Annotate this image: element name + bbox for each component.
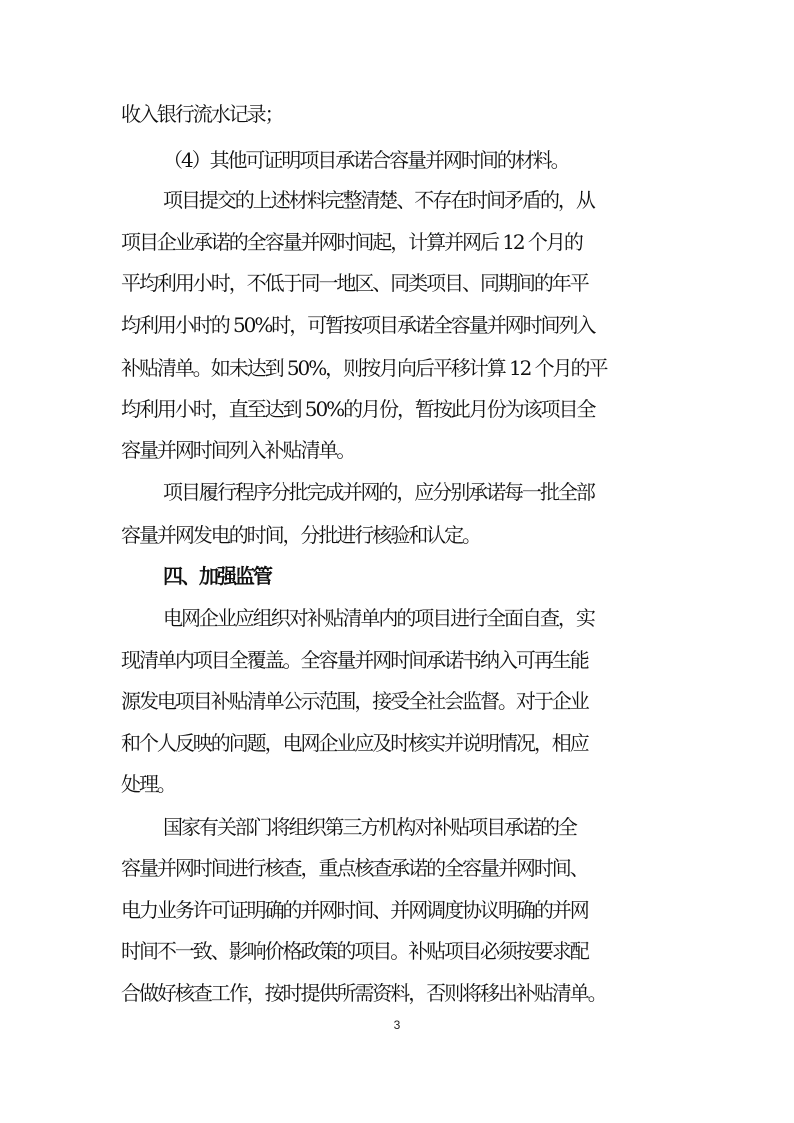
section-heading: 四、加强监管 <box>163 564 271 588</box>
text-line: 电网企业应组织对补贴清单内的项目进行全面自查，实 <box>163 606 594 630</box>
text-line: 补贴清单。如未达到 50%，则按月向后平移计算 12 个月的平 <box>121 356 607 380</box>
text-line: 和个人反映的问题，电网企业应及时核实并说明情况，相应 <box>121 731 588 755</box>
text-line: 容量并网时间进行核查，重点核查承诺的全容量并网时间、 <box>121 856 588 880</box>
text-line: 电力业务许可证明确的并网时间、并网调度协议明确的并网 <box>121 898 588 922</box>
text-line: 容量并网发电的时间，分批进行核验和认定。 <box>121 523 480 547</box>
text-line: （4）其他可证明项目承诺合容量并网时间的材料。 <box>163 148 569 172</box>
text-line: 项目履行程序分批完成并网的，应分别承诺每一批全部 <box>163 480 594 504</box>
text-line: 项目提交的上述材料完整清楚、不存在时间矛盾的，从 <box>163 188 594 212</box>
text-line: 合做好核查工作，按时提供所需资料，否则将移出补贴清单。 <box>121 981 606 1005</box>
text-line: 收入银行流水记录； <box>121 102 283 126</box>
text-line: 时间不一致、影响价格政策的项目。补贴项目必须按要求配 <box>121 939 588 963</box>
text-line: 均利用小时的 50%时，可暂按项目承诺全容量并网时间列入 <box>121 313 595 337</box>
text-line: 平均利用小时，不低于同一地区、同类项目、同期间的年平 <box>121 271 588 295</box>
text-line: 源发电项目补贴清单公示范围，接受全社会监督。对于企业 <box>121 689 588 713</box>
text-line: 项目企业承诺的全容量并网时间起，计算并网后 12 个月的 <box>121 230 582 254</box>
text-line: 处理。 <box>121 772 175 796</box>
text-line: 现清单内项目全覆盖。全容量并网时间承诺书纳入可再生能 <box>121 648 588 672</box>
text-line: 国家有关部门将组织第三方机构对补贴项目承诺的全 <box>163 815 576 839</box>
page-number: 3 <box>393 1018 401 1032</box>
text-line: 容量并网时间列入补贴清单。 <box>121 438 355 462</box>
text-line: 均利用小时，直至达到 50%的月份，暂按此月份为该项目全 <box>121 397 595 421</box>
